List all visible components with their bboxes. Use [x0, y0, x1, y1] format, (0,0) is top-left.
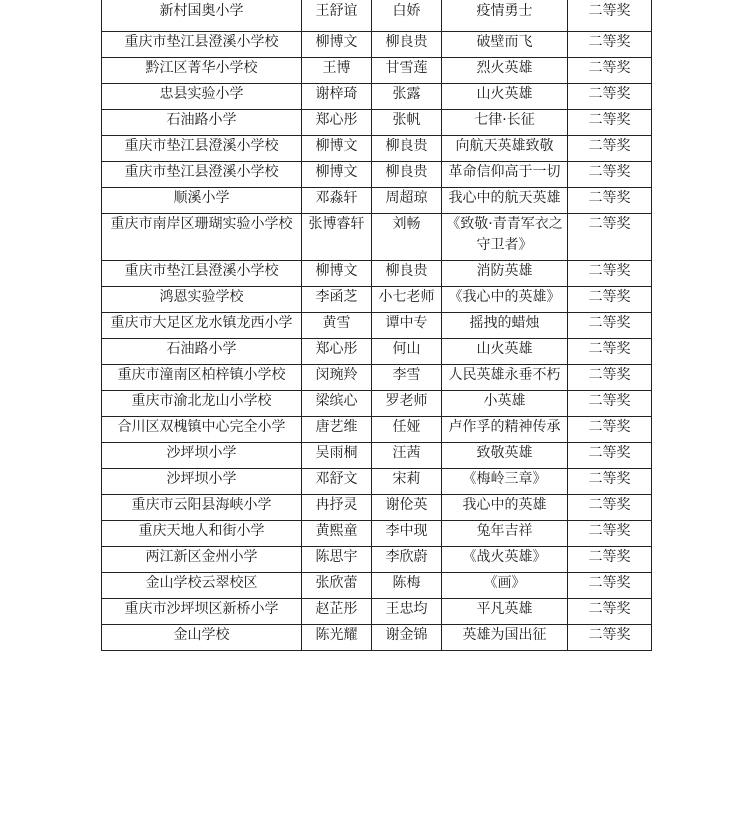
title-cell: 向航天英雄致敬 [442, 136, 568, 162]
table-row [102, 32, 652, 58]
school-cell: 重庆市云阳县海峡小学 [102, 495, 302, 521]
award-cell: 二等奖 [568, 287, 652, 313]
award-table-body [102, 0, 652, 651]
title-cell: 人民英雄永垂不朽 [442, 365, 568, 391]
table-row [102, 84, 652, 110]
school-cell: 重庆市垫江县澄溪小学校 [102, 32, 302, 58]
table-row [102, 261, 652, 287]
teacher-cell: 刘畅 [372, 214, 442, 261]
student-cell: 郑心彤 [302, 339, 372, 365]
title-cell: 《战火英雄》 [442, 547, 568, 573]
award-cell: 二等奖 [568, 443, 652, 469]
school-cell: 沙坪坝小学 [102, 469, 302, 495]
award-cell: 二等奖 [568, 261, 652, 287]
student-cell: 张欣蕾 [302, 573, 372, 599]
award-cell: 二等奖 [568, 417, 652, 443]
title-cell: 疫情勇士 [442, 0, 568, 32]
title-cell: 破壁而飞 [442, 32, 568, 58]
school-cell: 沙坪坝小学 [102, 443, 302, 469]
table-row [102, 58, 652, 84]
title-cell: 山火英雄 [442, 339, 568, 365]
title-cell: 卢作孚的精神传承 [442, 417, 568, 443]
award-table [101, 0, 652, 651]
teacher-cell: 白娇 [372, 0, 442, 32]
table-row [102, 417, 652, 443]
award-cell: 二等奖 [568, 0, 652, 32]
teacher-cell: 甘雪莲 [372, 58, 442, 84]
title-cell: 《梅岭三章》 [442, 469, 568, 495]
teacher-cell: 任娅 [372, 417, 442, 443]
student-cell: 黄熙童 [302, 521, 372, 547]
table-row [102, 625, 652, 651]
award-cell: 二等奖 [568, 313, 652, 339]
student-cell: 冉抒灵 [302, 495, 372, 521]
school-cell: 合川区双槐镇中心完全小学 [102, 417, 302, 443]
award-cell: 二等奖 [568, 136, 652, 162]
school-cell: 重庆市潼南区柏梓镇小学校 [102, 365, 302, 391]
student-cell: 陈思宇 [302, 547, 372, 573]
school-cell: 顺溪小学 [102, 188, 302, 214]
table-row [102, 469, 652, 495]
award-cell: 二等奖 [568, 110, 652, 136]
table-row [102, 495, 652, 521]
award-cell: 二等奖 [568, 365, 652, 391]
teacher-cell: 王忠均 [372, 599, 442, 625]
award-cell: 二等奖 [568, 521, 652, 547]
table-row [102, 391, 652, 417]
title-cell: 我心中的航天英雄 [442, 188, 568, 214]
award-cell: 二等奖 [568, 495, 652, 521]
title-cell: 摇拽的蜡烛 [442, 313, 568, 339]
student-cell: 郑心彤 [302, 110, 372, 136]
title-cell: 烈火英雄 [442, 58, 568, 84]
teacher-cell: 李雪 [372, 365, 442, 391]
student-cell: 梁缤心 [302, 391, 372, 417]
award-cell: 二等奖 [568, 469, 652, 495]
teacher-cell: 罗老师 [372, 391, 442, 417]
teacher-cell: 小七老师 [372, 287, 442, 313]
table-row [102, 365, 652, 391]
teacher-cell: 汪茜 [372, 443, 442, 469]
award-cell: 二等奖 [568, 391, 652, 417]
teacher-cell: 张帆 [372, 110, 442, 136]
school-cell: 重庆市南岸区珊瑚实验小学校 [102, 214, 302, 261]
teacher-cell: 谢金锦 [372, 625, 442, 651]
teacher-cell: 柳良贵 [372, 32, 442, 58]
student-cell: 李函芝 [302, 287, 372, 313]
teacher-cell: 李欣蔚 [372, 547, 442, 573]
title-cell: 英雄为国出征 [442, 625, 568, 651]
table-row [102, 521, 652, 547]
school-cell: 鸿恩实验学校 [102, 287, 302, 313]
table-row [102, 599, 652, 625]
title-cell: 山火英雄 [442, 84, 568, 110]
title-cell: 致敬英雄 [442, 443, 568, 469]
teacher-cell: 何山 [372, 339, 442, 365]
student-cell: 陈光耀 [302, 625, 372, 651]
school-cell: 重庆市大足区龙水镇龙西小学 [102, 313, 302, 339]
student-cell: 张博睿轩 [302, 214, 372, 261]
award-cell: 二等奖 [568, 339, 652, 365]
school-cell: 重庆市垫江县澄溪小学校 [102, 162, 302, 188]
award-cell: 二等奖 [568, 162, 652, 188]
title-cell: 兔年吉祥 [442, 521, 568, 547]
title-cell: 革命信仰高于一切 [442, 162, 568, 188]
title-cell: 小英雄 [442, 391, 568, 417]
student-cell: 王舒谊 [302, 0, 372, 32]
table-row [102, 0, 652, 32]
award-cell: 二等奖 [568, 84, 652, 110]
award-cell: 二等奖 [568, 32, 652, 58]
award-cell: 二等奖 [568, 58, 652, 84]
student-cell: 柳博文 [302, 162, 372, 188]
student-cell: 柳博文 [302, 32, 372, 58]
student-cell: 邓舒文 [302, 469, 372, 495]
teacher-cell: 谢伦英 [372, 495, 442, 521]
school-cell: 黔江区菁华小学校 [102, 58, 302, 84]
student-cell: 唐艺维 [302, 417, 372, 443]
table-row [102, 443, 652, 469]
title-cell: 平凡英雄 [442, 599, 568, 625]
student-cell: 谢梓琦 [302, 84, 372, 110]
award-cell: 二等奖 [568, 188, 652, 214]
school-cell: 两江新区金州小学 [102, 547, 302, 573]
teacher-cell: 李中现 [372, 521, 442, 547]
award-cell: 二等奖 [568, 547, 652, 573]
table-row [102, 188, 652, 214]
student-cell: 吴雨桐 [302, 443, 372, 469]
table-row [102, 162, 652, 188]
student-cell: 邓淼轩 [302, 188, 372, 214]
award-cell: 二等奖 [568, 625, 652, 651]
table-row [102, 547, 652, 573]
table-row [102, 110, 652, 136]
teacher-cell: 柳良贵 [372, 162, 442, 188]
student-cell: 柳博文 [302, 261, 372, 287]
teacher-cell: 柳良贵 [372, 261, 442, 287]
table-row [102, 573, 652, 599]
teacher-cell: 陈梅 [372, 573, 442, 599]
school-cell: 重庆天地人和街小学 [102, 521, 302, 547]
teacher-cell: 谭中专 [372, 313, 442, 339]
student-cell: 闵琬羚 [302, 365, 372, 391]
title-cell: 《致敬·青青军衣之守卫者》 [442, 214, 568, 261]
title-cell: 消防英雄 [442, 261, 568, 287]
award-cell: 二等奖 [568, 599, 652, 625]
title-cell: 《我心中的英雄》 [442, 287, 568, 313]
school-cell: 金山学校云翠校区 [102, 573, 302, 599]
table-row [102, 339, 652, 365]
title-cell: 七律·长征 [442, 110, 568, 136]
school-cell: 金山学校 [102, 625, 302, 651]
school-cell: 忠县实验小学 [102, 84, 302, 110]
school-cell: 重庆市垫江县澄溪小学校 [102, 261, 302, 287]
title-cell: 我心中的英雄 [442, 495, 568, 521]
award-cell: 二等奖 [568, 573, 652, 599]
school-cell: 新村国奥小学 [102, 0, 302, 32]
school-cell: 石油路小学 [102, 110, 302, 136]
school-cell: 重庆市渝北龙山小学校 [102, 391, 302, 417]
school-cell: 石油路小学 [102, 339, 302, 365]
teacher-cell: 宋莉 [372, 469, 442, 495]
award-table-container [101, 0, 652, 651]
table-row [102, 287, 652, 313]
school-cell: 重庆市沙坪坝区新桥小学 [102, 599, 302, 625]
award-cell: 二等奖 [568, 214, 652, 261]
title-cell: 《画》 [442, 573, 568, 599]
table-row [102, 214, 652, 261]
teacher-cell: 周超琼 [372, 188, 442, 214]
table-row [102, 313, 652, 339]
student-cell: 赵芷彤 [302, 599, 372, 625]
student-cell: 黄雪 [302, 313, 372, 339]
table-row [102, 136, 652, 162]
school-cell: 重庆市垫江县澄溪小学校 [102, 136, 302, 162]
student-cell: 柳博文 [302, 136, 372, 162]
teacher-cell: 张露 [372, 84, 442, 110]
student-cell: 王博 [302, 58, 372, 84]
teacher-cell: 柳良贵 [372, 136, 442, 162]
